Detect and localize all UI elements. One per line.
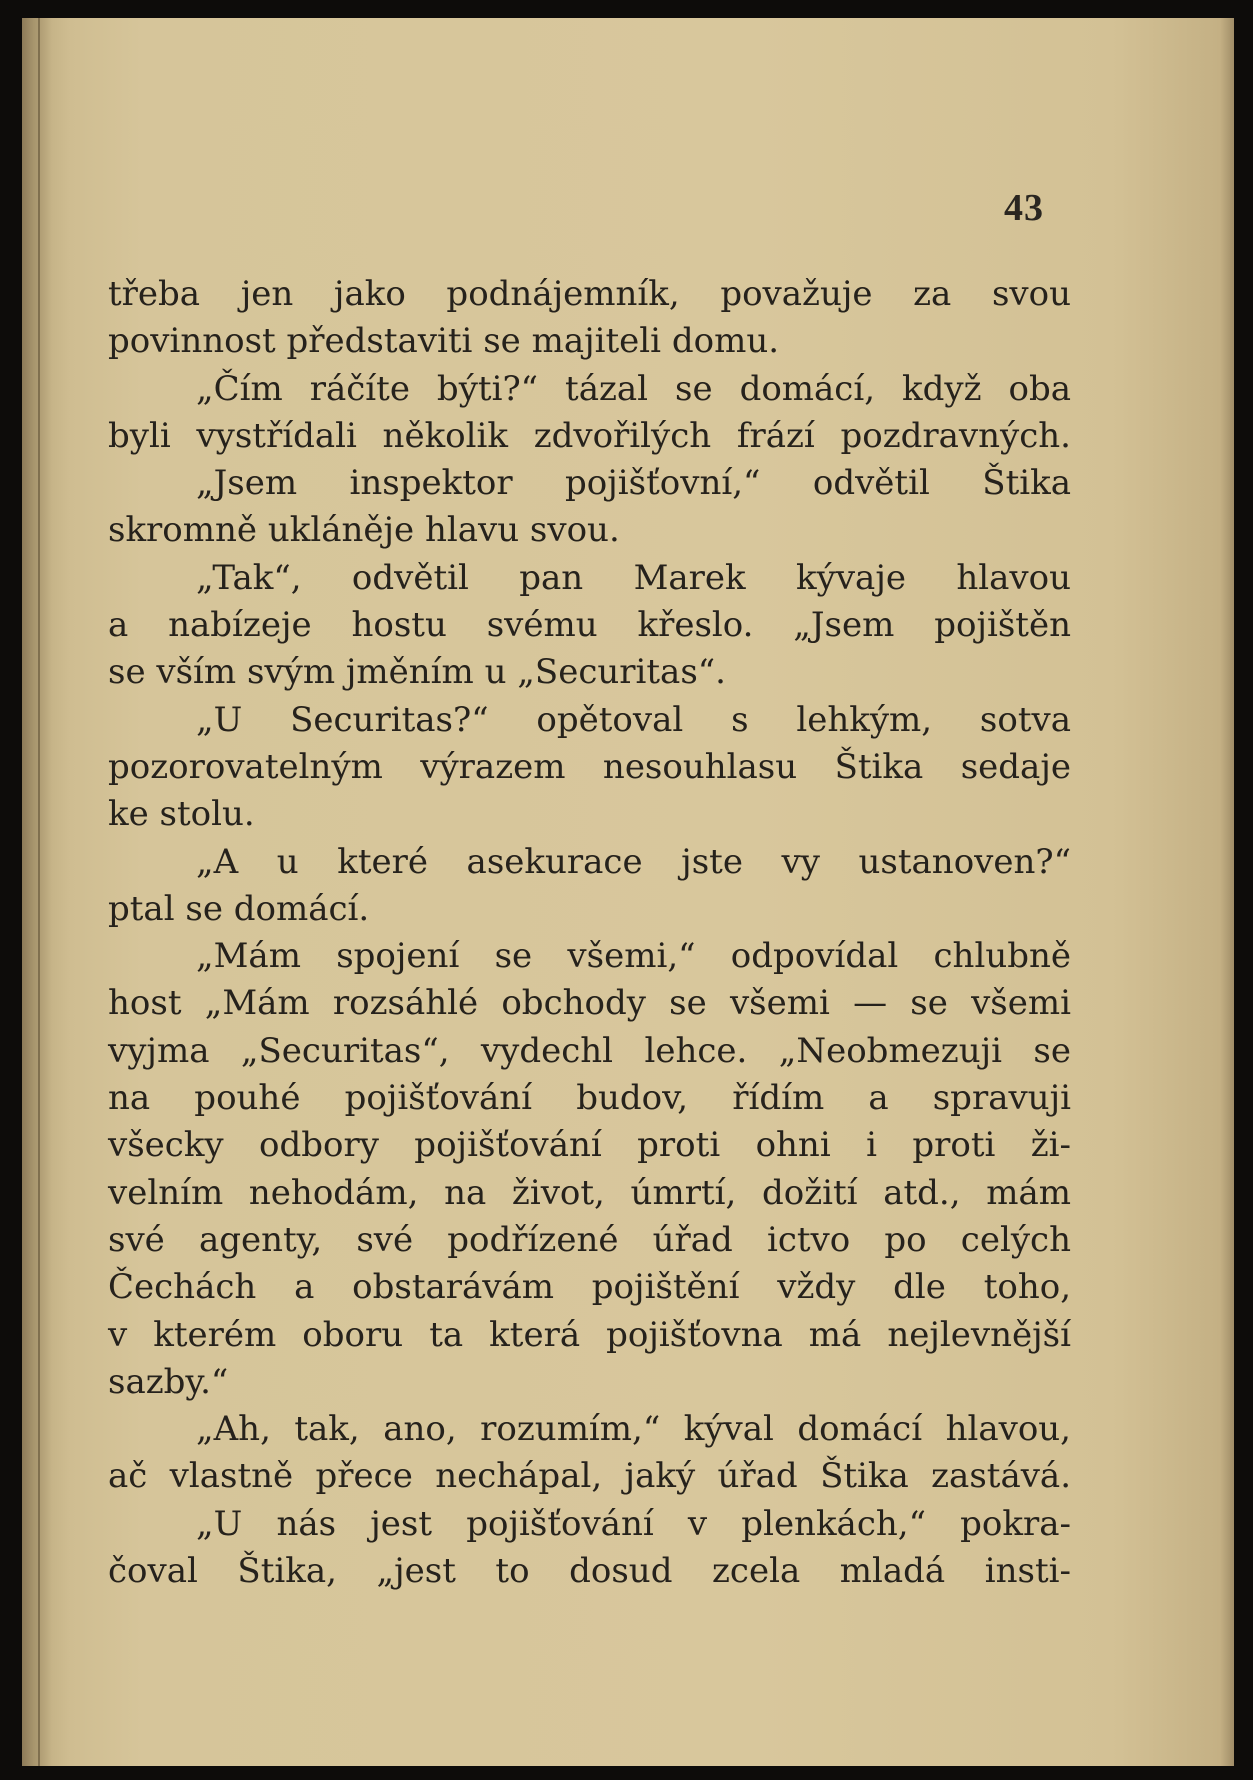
- text-line: ptal se domácí.: [108, 888, 370, 929]
- text-line: byli vystřídali několik zdvořilých frází pozdravných.: [108, 415, 1071, 456]
- text-line: na pouhé pojišťování budov, řídím a spravuji: [108, 1078, 1071, 1119]
- text-line: „Čím ráčíte býti?“ tázal se domácí, když oba: [196, 368, 1071, 409]
- page-binding-shadow: [22, 18, 52, 1766]
- text-line: své agenty, své podřízené úřad ictvo po celých: [108, 1219, 1071, 1260]
- text-line: ke stolu.: [108, 794, 255, 835]
- text-line: pozorovatelným výrazem nesouhlasu Štika sedaje: [108, 746, 1071, 787]
- text-line: velním nehodám, na život, úmrtí, dožití atd., mám: [108, 1172, 1071, 1213]
- text-line: čoval Štika, „jest to dosud zcela mladá insti-: [108, 1551, 1071, 1592]
- text-line: „U nás jest pojišťování v plenkách,“ pokra-: [196, 1503, 1071, 1544]
- text-line: se vším svým jměním u „Securitas“.: [108, 652, 726, 693]
- text-line: „Ah, tak, ano, rozumím,“ kýval domácí hlavou,: [196, 1409, 1071, 1450]
- text-line: „Tak“, odvětil pan Marek kývaje hlavou: [196, 557, 1071, 598]
- text-line: „A u které asekurace jste vy ustanoven?“: [196, 841, 1071, 882]
- page-edge-shadow: [1220, 18, 1234, 1766]
- book-page: [22, 18, 1234, 1766]
- text-line: vyjma „Securitas“, vydechl lehce. „Neobmezuji se: [108, 1030, 1071, 1071]
- body-text: [108, 271, 1071, 1595]
- text-line: v kterém oboru ta která pojišťovna má nejlevnější: [108, 1314, 1071, 1355]
- text-line: a nabízeje hostu svému křeslo. „Jsem pojištěn: [108, 605, 1071, 646]
- page-number: 43: [1004, 187, 1044, 229]
- text-line: Čechách a obstarávám pojištění vždy dle toho,: [108, 1267, 1071, 1308]
- text-line: host „Mám rozsáhlé obchody se všemi — se všemi: [108, 983, 1071, 1024]
- text-line: ač vlastně přece nechápal, jaký úřad Štika zastává.: [108, 1456, 1071, 1497]
- text-line: „Mám spojení se všemi,“ odpovídal chlubně: [196, 936, 1071, 977]
- text-line: sazby.“: [108, 1361, 229, 1402]
- text-line: „Jsem inspektor pojišťovní,“ odvětil Štika: [196, 463, 1071, 504]
- text-line: skromně ukláněje hlavu svou.: [108, 510, 620, 551]
- text-line: třeba jen jako podnájemník, považuje za svou: [108, 274, 1071, 314]
- text-line: „U Securitas?“ opětoval s lehkým, sotva: [196, 699, 1071, 740]
- text-line: povinnost představiti se majiteli domu.: [108, 321, 780, 362]
- text-line: všecky odbory pojišťování proti ohni i proti ži-: [108, 1125, 1071, 1166]
- binding-edge-line: [38, 18, 40, 1766]
